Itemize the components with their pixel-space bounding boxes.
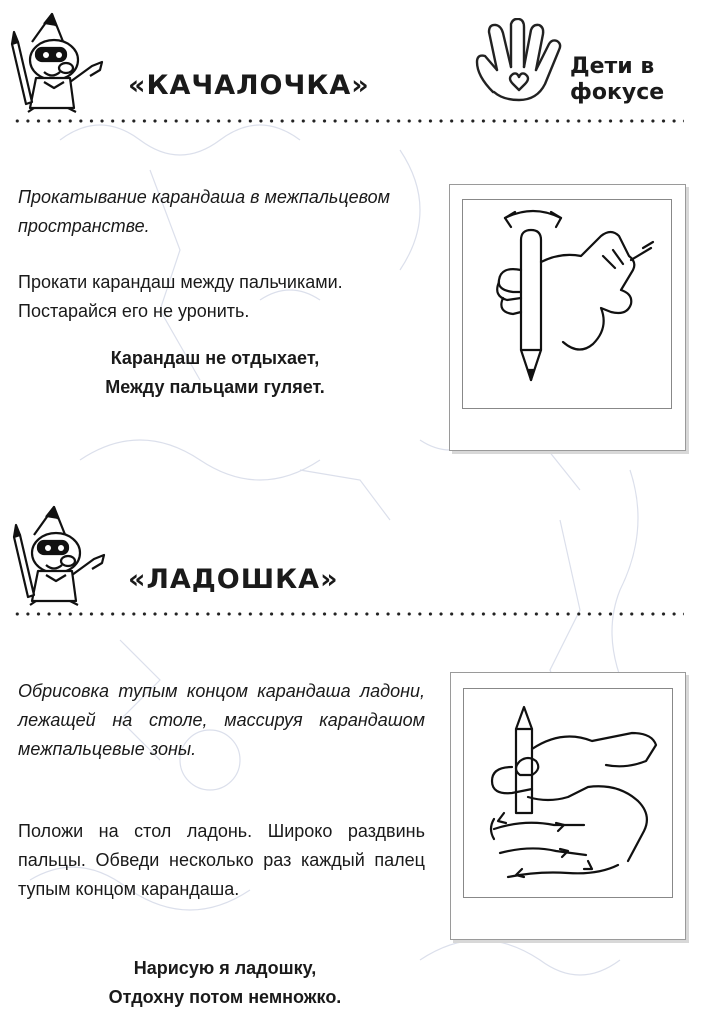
pencil-mascot-icon-2 bbox=[10, 505, 110, 607]
exercise-2-rhyme-line-1: Нарисую я ладошку, bbox=[133, 958, 317, 978]
dotted-divider-1 bbox=[12, 119, 684, 123]
exercise-1-title: «КАЧАЛОЧКА» bbox=[128, 70, 370, 101]
exercise-2-task: Положи на стол ладонь. Широко раздвинь пальцы. Обведи несколько раз каждый палец тупым концом карандаша. bbox=[18, 821, 425, 899]
dotted-divider-2 bbox=[12, 612, 684, 616]
exercise-1-task: Прокати карандаш между пальчиками. Постарайся его не уронить. bbox=[18, 272, 343, 321]
exercise-1-rhyme-line-2: Между пальцами гуляет. bbox=[105, 377, 325, 397]
pencil-mascot-icon bbox=[8, 12, 108, 114]
exercise-2-instruction: Обрисовка тупым концом карандаша ладони, лежащей на столе, массируя карандашом межпальцевые зоны. bbox=[18, 681, 425, 759]
logo bbox=[473, 18, 687, 118]
pencil-rolling-hand-icon bbox=[463, 200, 671, 408]
palm-tracing-hand-icon bbox=[464, 689, 672, 897]
illustration-frame-1 bbox=[449, 184, 686, 451]
illustration-frame-2 bbox=[450, 672, 686, 940]
exercise-1-instruction: Прокатывание карандаша в межпальцевом пространстве. bbox=[18, 187, 391, 236]
exercise-2-rhyme-line-2: Отдохну потом немножко. bbox=[108, 987, 342, 1007]
exercise-2-title: «ЛАДОШКА» bbox=[128, 564, 339, 595]
logo-text-line-1: Дети в bbox=[570, 54, 655, 79]
exercise-1-rhyme-line-1: Карандаш не отдыхает, bbox=[110, 348, 320, 368]
hand-heart-logo-icon bbox=[473, 18, 569, 106]
logo-text-line-2: фокусе bbox=[570, 80, 665, 105]
